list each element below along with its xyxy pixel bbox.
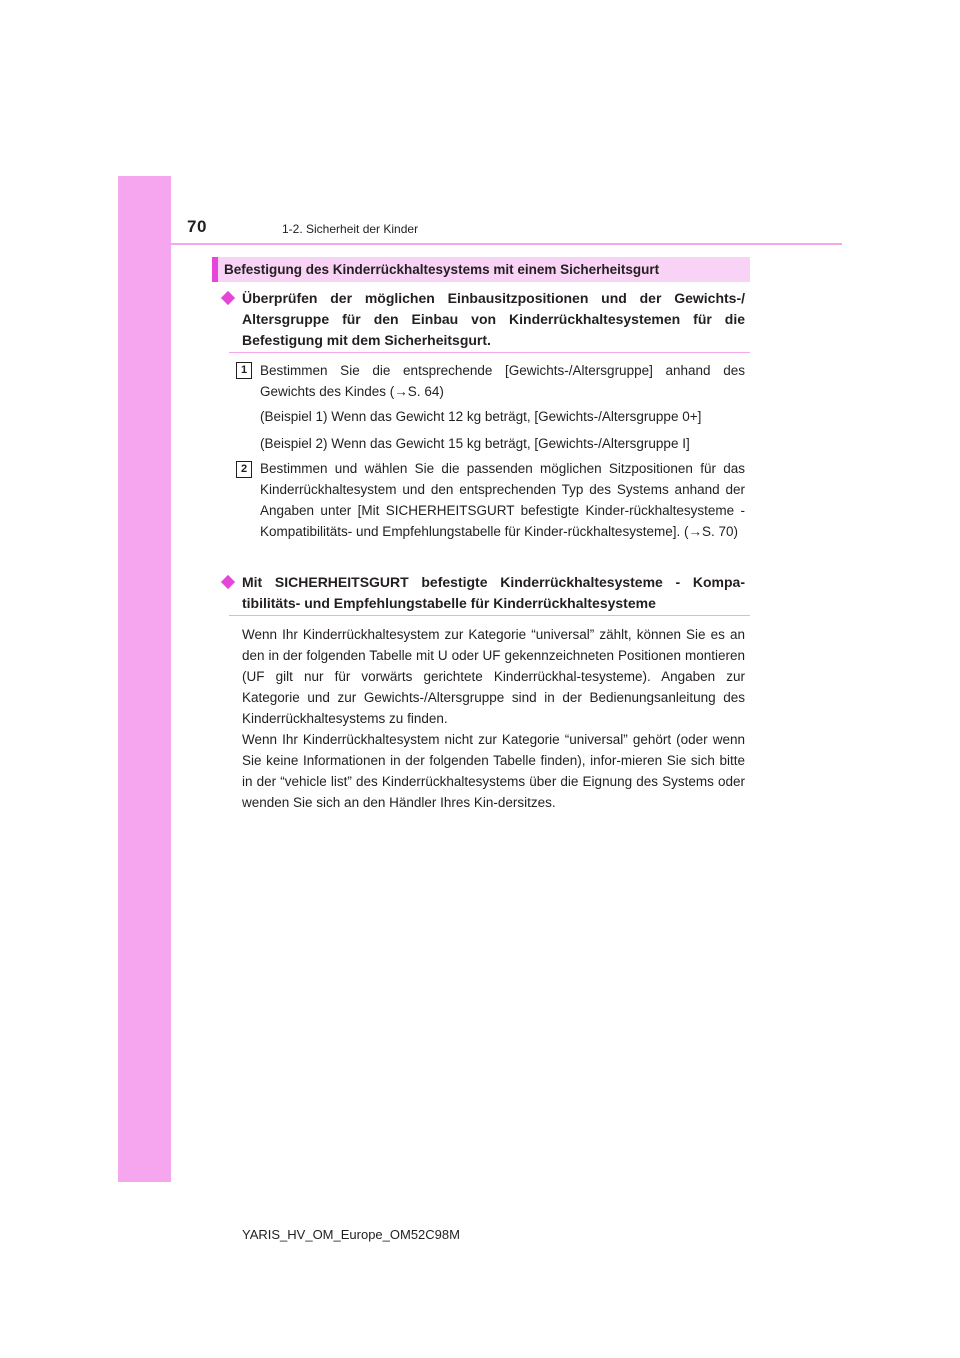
- diamond-bullet-icon: [221, 291, 235, 305]
- page-number: 70: [187, 217, 207, 236]
- example-1-text: (Beispiel 1) Wenn das Gewicht 12 kg beträgt, [Gewichts-/Altersgruppe 0+]: [260, 409, 702, 424]
- section-title: Befestigung des Kinderrückhaltesystems mit einem Sicherheitsgurt: [224, 262, 660, 277]
- step-number-2: 2: [236, 461, 252, 478]
- header-rule: [171, 243, 842, 245]
- example-2-text: (Beispiel 2) Wenn das Gewicht 15 kg beträgt, [Gewichts-/Altersgruppe I]: [260, 436, 690, 451]
- step-1-text: Bestimmen Sie die entsprechende [Gewichts-/Altersgruppe] anhand des Gewichts des Kindes (→S. 64): [260, 363, 745, 399]
- subsection-rule-1: [229, 352, 750, 353]
- step-number-1: 1: [236, 362, 252, 379]
- subsection-heading-1: Überprüfen der möglichen Einbausitzpositionen und der Gewichts-/ Altersgruppe für den Einbau von Kinderrückhaltesystemen für die Befestigung mit dem Sicherheitsgurt.: [242, 290, 745, 348]
- subsection-heading-2: Mit SICHERHEITSGURT befestigte Kinderrückhaltesysteme - Kompa-tibilitäts- und Empfehlungstabelle für Kinderrückhaltesysteme: [242, 574, 745, 611]
- document-footer-code: YARIS_HV_OM_Europe_OM52C98M: [242, 1227, 460, 1242]
- body-paragraph-1: Wenn Ihr Kinderrückhaltesystem zur Kategorie “universal” zählt, können Sie es an den in der folgenden Tabelle mit U oder UF gekennzeichneten Positionen montieren (UF gilt nur für vorwärts gerichtete Kinderrückhal-tesysteme). Angaben zur Kategorie und zur Gewichts-/Altersgruppe sind in der Bedienungsanleitung des Kinderrückhaltesystems zu finden.: [242, 627, 745, 726]
- running-header: 1-2. Sicherheit der Kinder: [282, 222, 419, 236]
- section-title-box: [212, 257, 750, 282]
- chapter-sidebar-tab: [118, 176, 171, 1182]
- section-accent-bar: [212, 257, 218, 282]
- subsection-rule-2: [229, 615, 750, 616]
- diamond-bullet-icon: [221, 575, 235, 589]
- step-2-text: Bestimmen und wählen Sie die passenden möglichen Sitzpositionen für das Kinderrückhaltesystem und den entsprechenden Typ des Systems anhand der Angaben unter [Mit SICHERHEITSGURT befestigte Kinder-rückhaltesysteme - Kompatibilitäts- und Empfehlungstabelle für Kinder-rückhaltesysteme]. (→S. 70): [260, 461, 745, 539]
- body-paragraph-2: Wenn Ihr Kinderrückhaltesystem nicht zur Kategorie “universal” gehört (oder wenn Sie keine Informationen in der folgenden Tabelle finden), infor-mieren Sie sich bitte in der “vehicle list” des Kinderrückhaltesystems über die Eignung des Systems oder wenden Sie sich an den Händler Ihres Kin-dersitzes.: [242, 732, 745, 810]
